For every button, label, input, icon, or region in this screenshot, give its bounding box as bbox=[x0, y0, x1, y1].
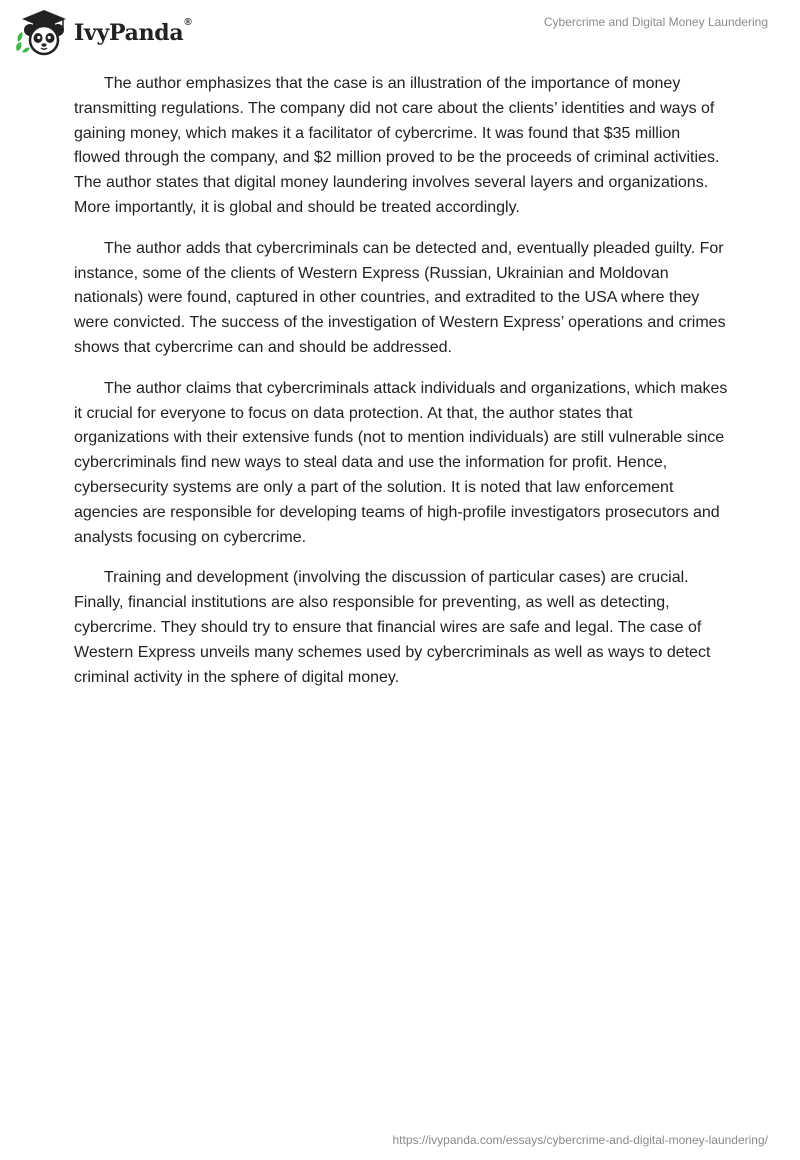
essay-body bbox=[74, 72, 728, 706]
running-title: Cybercrime and Digital Money Laundering bbox=[543, 15, 768, 29]
registered-mark: ® bbox=[184, 17, 192, 28]
paragraph: The author adds that cybercriminals can be detected and, eventually pleaded guilty. For instance, some of the clients of Western Express (Russian, Ukrainian and Moldovan nationals) were found, captured in other countries, and extradited to the USA where they were convicted. The success of the investigation of Western Express’ operations and crimes shows that cybercrime can and should be addressed. bbox=[74, 239, 726, 356]
paragraph: Training and development (involving the discussion of particular cases) are crucial. Finally, financial institutions are also responsible for preventing, as well as detecting, cybercrime. They should try to ensure that financial wires are safe and legal. The case of Western Express unveils many schemes used by cybercriminals as well as ways to detect criminal activity in the sphere of digital money. bbox=[74, 569, 711, 686]
panda-graduate-icon bbox=[14, 8, 70, 56]
paragraph: The author emphasizes that the case is an illustration of the importance of money transmitting regulations. The company did not care about the clients’ identities and ways of gaining money, which makes it a facilitator of cybercrime. It was found that $35 million flowed through the company, and $2 million proved to be the proceeds of criminal activities. The author states that digital money laundering involves several layers and organizations. More importantly, it is global and should be treated accordingly. bbox=[74, 75, 720, 216]
paragraph: The author claims that cybercriminals attack individuals and organizations, which makes it crucial for everyone to focus on data protection. At that, the author states that organizations with their extensive funds (not to mention individuals) are still vulnerable since cybercriminals find new ways to steal data and use the information for profit. Hence, cybersecurity systems are only a part of the solution. It is noted that law enforcement agencies are responsible for developing teams of high-profile investigators prosecutors and analysts focusing on cybercrime. bbox=[74, 379, 728, 546]
footer-source-url[interactable]: https://ivypanda.com/essays/cybercrime-and-digital-money-laundering/ bbox=[392, 1133, 768, 1147]
page-header bbox=[0, 0, 800, 60]
logo-wordmark bbox=[74, 17, 192, 46]
ivypanda-logo[interactable] bbox=[14, 8, 191, 56]
logo-wordmark-text: IvyPanda bbox=[74, 20, 184, 46]
